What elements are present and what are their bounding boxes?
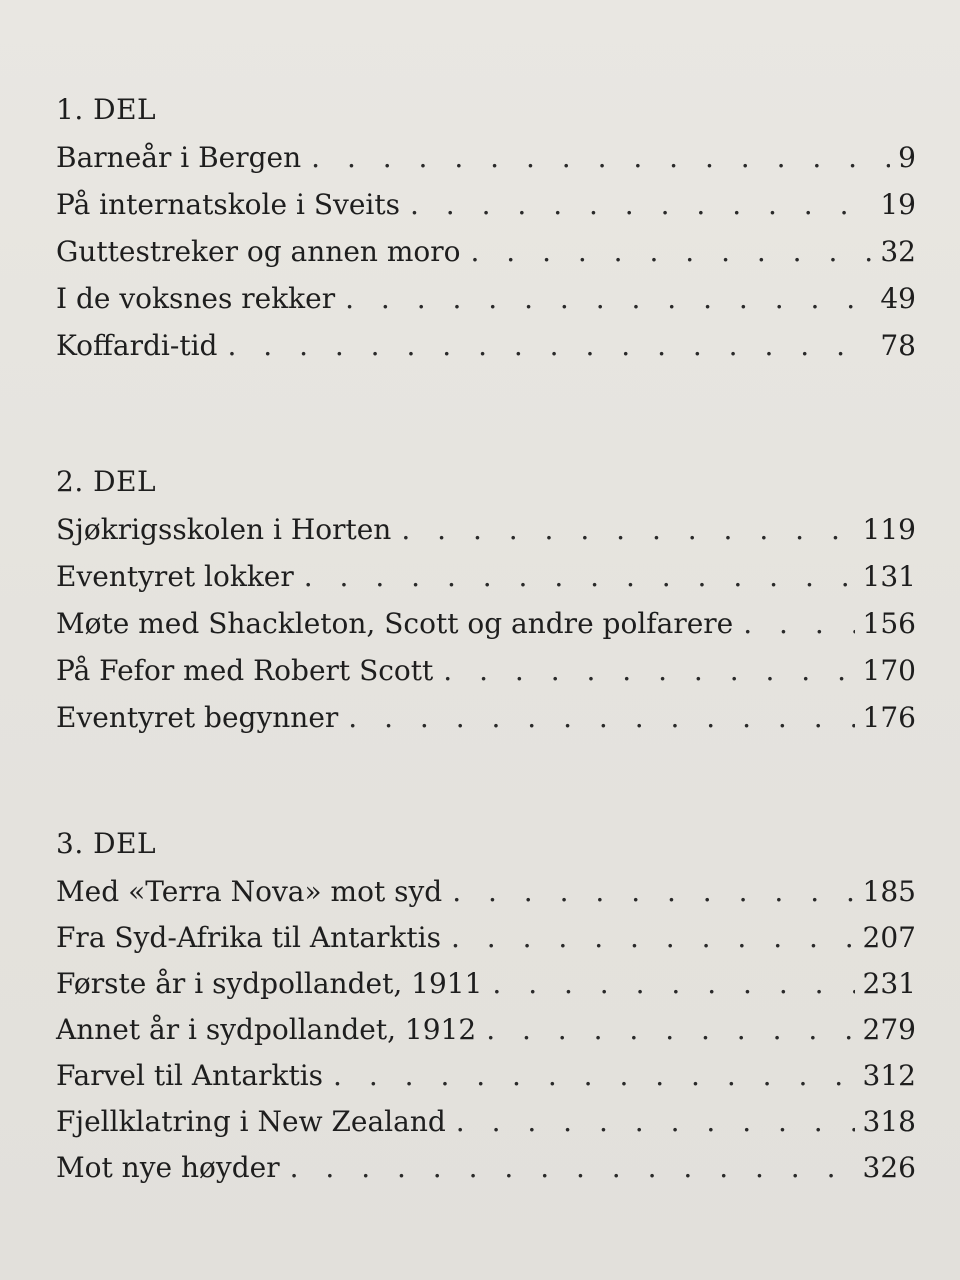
toc-entry-page: 176: [862, 701, 916, 734]
toc-entry-title: Koffardi-tid: [56, 329, 218, 362]
toc-entry: [56, 1150, 916, 1196]
toc-section-1: [56, 92, 916, 375]
toc-entry-title: Eventyret begynner: [56, 701, 339, 734]
dot-leader: [482, 966, 854, 1002]
section-heading: 1. DEL: [56, 93, 157, 126]
section-heading: 3. DEL: [56, 827, 157, 860]
toc-entry: [56, 140, 916, 187]
toc-entry-title: Eventyret lokker: [56, 560, 294, 593]
toc-entry-title: Møte med Shackleton, Scott og andre polfarere: [56, 607, 734, 640]
toc-entry-title: På internatskole i Sveits: [56, 188, 400, 221]
toc-entry: [56, 281, 916, 328]
toc-entry-title: Fra Syd-Afrika til Antarktis: [56, 921, 441, 954]
toc-entry-title: Fjellklatring i New Zealand: [56, 1105, 446, 1138]
toc-entry-title: I de voksnes rekker: [56, 282, 336, 315]
toc-entry: [56, 234, 916, 281]
toc-entry-title: Første år i sydpollandet, 1911: [56, 967, 483, 1000]
toc-entry: [56, 874, 916, 920]
toc-entry-page: 49: [880, 282, 916, 315]
toc-section-2: [56, 464, 916, 747]
toc-entry: [56, 966, 916, 1012]
toc-entry-list: [56, 140, 916, 375]
dot-leader: [733, 606, 854, 642]
toc-entry-page: 32: [880, 235, 916, 268]
toc-section-3: [56, 826, 916, 1196]
toc-entry-title: Guttestreker og annen moro: [56, 235, 461, 268]
dot-leader: [441, 920, 855, 956]
toc-entry-page: 156: [862, 607, 916, 640]
dot-leader: [400, 187, 872, 223]
toc-entry-page: 312: [862, 1059, 916, 1092]
dot-leader: [301, 140, 890, 176]
toc-entry: [56, 700, 916, 747]
toc-entry-page: 9: [898, 141, 916, 174]
toc-entry: [56, 328, 916, 375]
dot-leader: [391, 512, 854, 548]
dot-leader: [446, 1104, 855, 1140]
toc-entry-title: Mot nye høyder: [56, 1151, 280, 1184]
toc-entry-list: [56, 512, 916, 747]
toc-entry-page: 131: [862, 560, 916, 593]
section-heading: 2. DEL: [56, 465, 157, 498]
toc-entry-page: 318: [862, 1105, 916, 1138]
dot-leader: [217, 328, 872, 364]
dot-leader: [338, 700, 854, 736]
toc-entry-page: 231: [862, 967, 916, 1000]
toc-entry-list: [56, 874, 916, 1196]
toc-entry: [56, 920, 916, 966]
toc-entry: [56, 653, 916, 700]
dot-leader: [294, 559, 855, 595]
dot-leader: [433, 653, 854, 689]
dot-leader: [335, 281, 872, 317]
toc-entry: [56, 1104, 916, 1150]
toc-entry-title: Med «Terra Nova» mot syd: [56, 875, 443, 908]
toc-entry-title: Barneår i Bergen: [56, 141, 302, 174]
toc-entry-title: Annet år i sydpollandet, 1912: [56, 1013, 477, 1046]
toc-entry: [56, 559, 916, 606]
toc-entry-page: 185: [862, 875, 916, 908]
toc-entry-page: 19: [880, 188, 916, 221]
toc-entry: [56, 512, 916, 559]
toc-entry-title: På Fefor med Robert Scott: [56, 654, 434, 687]
dot-leader: [280, 1150, 855, 1186]
toc-entry-title: Sjøkrigsskolen i Horten: [56, 513, 392, 546]
dot-leader: [460, 234, 872, 270]
toc-entry-page: 326: [862, 1151, 916, 1184]
toc-entry-page: 207: [862, 921, 916, 954]
toc-entry: [56, 606, 916, 653]
toc-entry-title: Farvel til Antarktis: [56, 1059, 324, 1092]
toc-entry: [56, 187, 916, 234]
toc-entry-page: 78: [880, 329, 916, 362]
toc-entry-page: 119: [862, 513, 916, 546]
toc-entry-page: 170: [862, 654, 916, 687]
toc-entry: [56, 1012, 916, 1058]
toc-entry-page: 279: [862, 1013, 916, 1046]
dot-leader: [442, 874, 854, 910]
dot-leader: [476, 1012, 854, 1048]
dot-leader: [323, 1058, 855, 1094]
toc-entry: [56, 1058, 916, 1104]
